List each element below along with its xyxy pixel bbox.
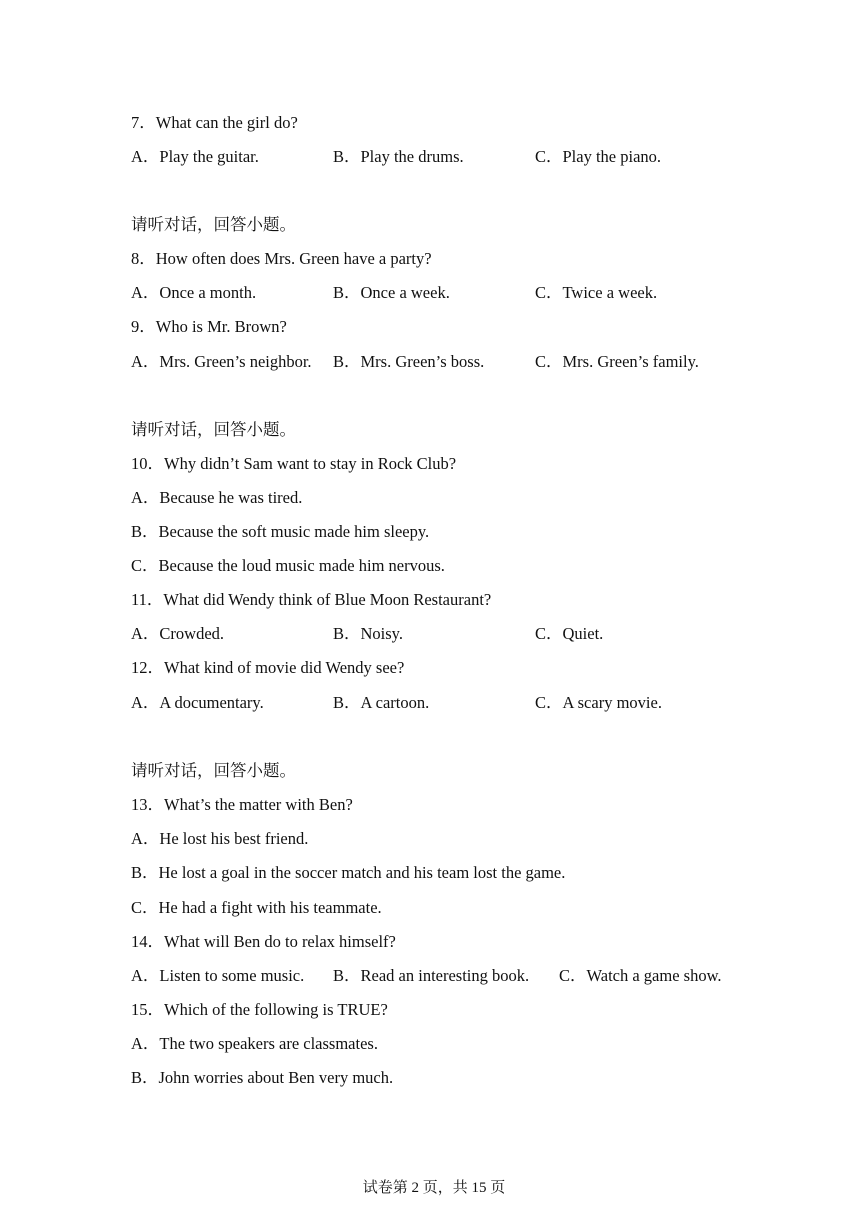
question-13-option-c: C．He had a fight with his teammate. [131, 898, 382, 917]
question-10-stem: 10．Why didn’t Sam want to stay in Rock Club? [131, 454, 457, 473]
question-15-option-a: A．The two speakers are classmates. [131, 1034, 378, 1053]
question-15-stem: 15．Which of the following is TRUE? [131, 1000, 388, 1019]
question-14-options [131, 966, 751, 986]
question-13-option-b: B．He lost a goal in the soccer match and his team lost the game. [131, 863, 566, 882]
option-b: B．A cartoon. [333, 693, 430, 712]
question-12-stem: 12．What kind of movie did Wendy see? [131, 658, 405, 677]
option-c: C．Mrs. Green’s family. [535, 352, 699, 371]
option-a: A．A documentary. [131, 693, 264, 712]
question-10-option-a: A．Because he was tired. [131, 488, 303, 507]
question-8-stem: 8．How often does Mrs. Green have a party? [131, 249, 432, 268]
option-a: A．Listen to some music. [131, 966, 305, 985]
option-c: C．Twice a week. [535, 283, 658, 302]
option-a: A．Crowded. [131, 624, 225, 643]
question-8-options [131, 283, 691, 303]
section-instruction: 请听对话，回答小题。 [131, 761, 296, 780]
option-c: C．Quiet. [535, 624, 604, 643]
page-footer: 试卷第 2 页，共 15 页 [362, 1180, 506, 1196]
question-9-options [131, 352, 731, 372]
option-c: C．Watch a game show. [559, 966, 722, 985]
option-b: B．Once a week. [333, 283, 450, 302]
option-c: C．A scary movie. [535, 693, 662, 712]
question-11-stem: 11．What did Wendy think of Blue Moon Restaurant? [131, 590, 492, 609]
question-10-option-c: C．Because the loud music made him nervous. [131, 556, 445, 575]
question-7-stem: 7．What can the girl do? [131, 113, 298, 132]
question-14-stem: 14．What will Ben do to relax himself? [131, 932, 396, 951]
question-13-stem: 13．What’s the matter with Ben? [131, 795, 353, 814]
question-7-options [131, 147, 691, 167]
option-b: B．Noisy. [333, 624, 403, 643]
question-12-options [131, 693, 691, 713]
option-c: C．Play the piano. [535, 147, 662, 166]
section-instruction: 请听对话，回答小题。 [131, 215, 296, 234]
question-11-options [131, 624, 691, 644]
option-b: B．Play the drums. [333, 147, 464, 166]
question-9-stem: 9．Who is Mr. Brown? [131, 317, 287, 336]
question-10-option-b: B．Because the soft music made him sleepy. [131, 522, 430, 541]
question-13-option-a: A．He lost his best friend. [131, 829, 309, 848]
option-b: B．Mrs. Green’s boss. [333, 352, 485, 371]
option-a: A．Once a month. [131, 283, 257, 302]
option-a: A．Mrs. Green’s neighbor. [131, 352, 312, 371]
option-a: A．Play the guitar. [131, 147, 259, 166]
section-instruction: 请听对话，回答小题。 [131, 420, 296, 439]
question-15-option-b: B．John worries about Ben very much. [131, 1068, 394, 1087]
option-b: B．Read an interesting book. [333, 966, 530, 985]
